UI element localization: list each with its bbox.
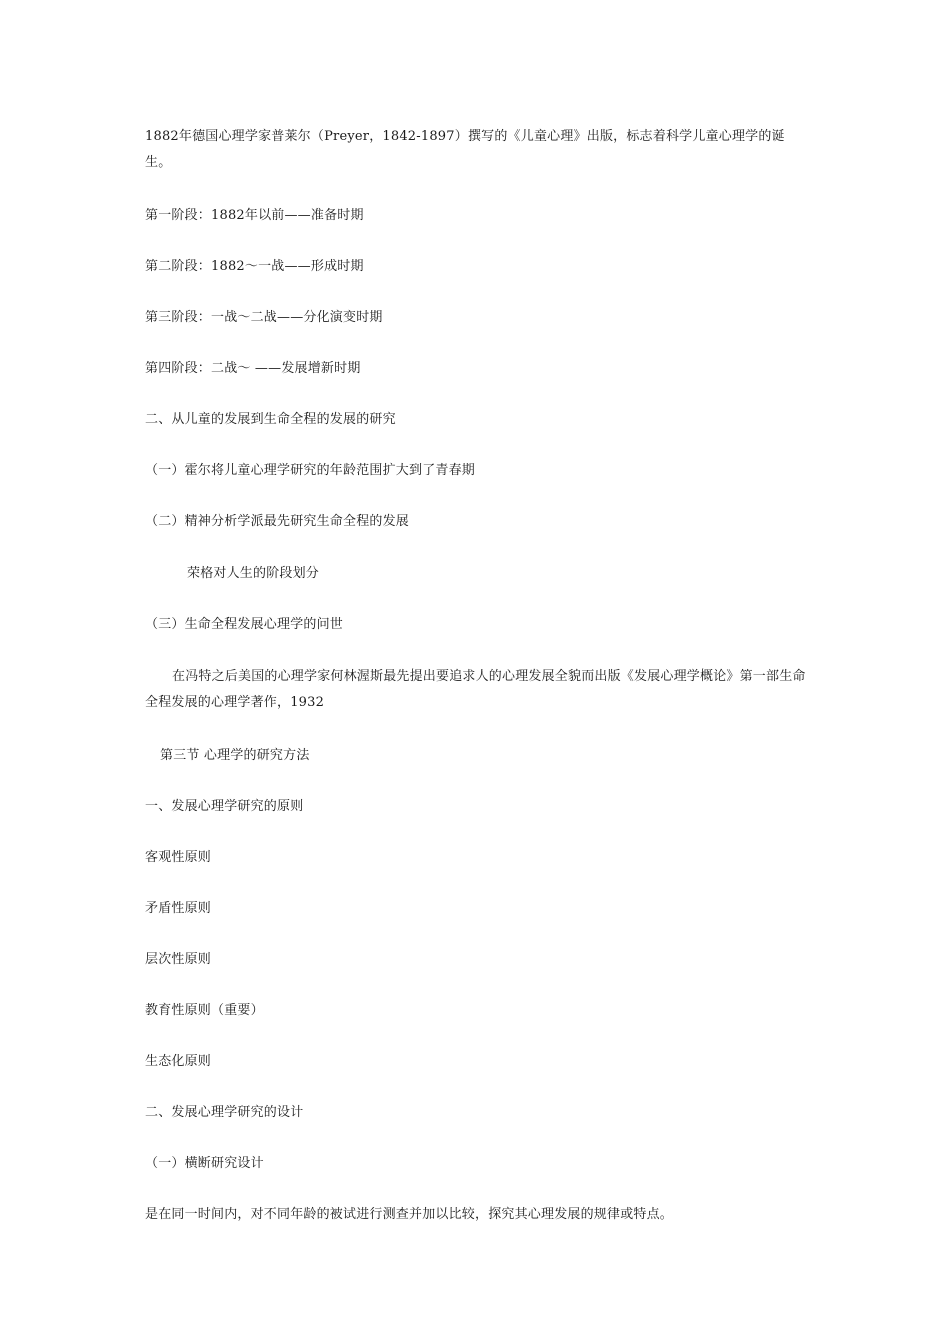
heading-principles: 一、发展心理学研究的原则 [145,799,304,814]
list-item-cross-sectional: （一）横断研究设计 [145,1156,264,1171]
paragraph-hollingworth: 在冯特之后美国的心理学家何林渥斯最先提出要追求人的心理发展全貌而出版《发展心理学概论》第一部生命全程发展的心理学著作，1932 [145,669,806,710]
stage-4-text: 第四阶段：二战～ ——发展增新时期 [145,361,361,376]
paragraph-cross-sectional: 是在同一时间内，对不同年龄的被试进行测查并加以比较，探究其心理发展的规律或特点。 [145,1207,674,1222]
list-item-hall: （一）霍尔将儿童心理学研究的年龄范围扩大到了青春期 [145,463,476,478]
list-item-jung: 荣格对人生的阶段划分 [187,566,320,581]
stage-2-text: 第二阶段：1882～一战——形成时期 [145,259,364,274]
section-3-title: 第三节 心理学的研究方法 [160,748,310,763]
heading-lifespan-research: 二、从儿童的发展到生命全程的发展的研究 [145,412,396,427]
principle-objective: 客观性原则 [145,850,212,865]
paragraph-preyer: 1882年德国心理学家普莱尔（Preyer，1842-1897）撰写的《儿童心理》出版，标志着科学儿童心理学的诞生。 [145,129,785,170]
principle-ecology: 生态化原则 [145,1054,212,1069]
principle-hierarchy: 层次性原则 [145,952,212,967]
stage-3-text: 第三阶段：一战～二战——分化演变时期 [145,310,383,325]
stage-1-text: 第一阶段：1882年以前——准备时期 [145,208,364,223]
principle-education: 教育性原则（重要） [145,1003,264,1018]
heading-research-design: 二、发展心理学研究的设计 [145,1105,304,1120]
principle-contradiction: 矛盾性原则 [145,901,212,916]
list-item-lifespan-psychology: （三）生命全程发展心理学的问世 [145,617,344,632]
list-item-psychoanalysis: （二）精神分析学派最先研究生命全程的发展 [145,514,410,529]
